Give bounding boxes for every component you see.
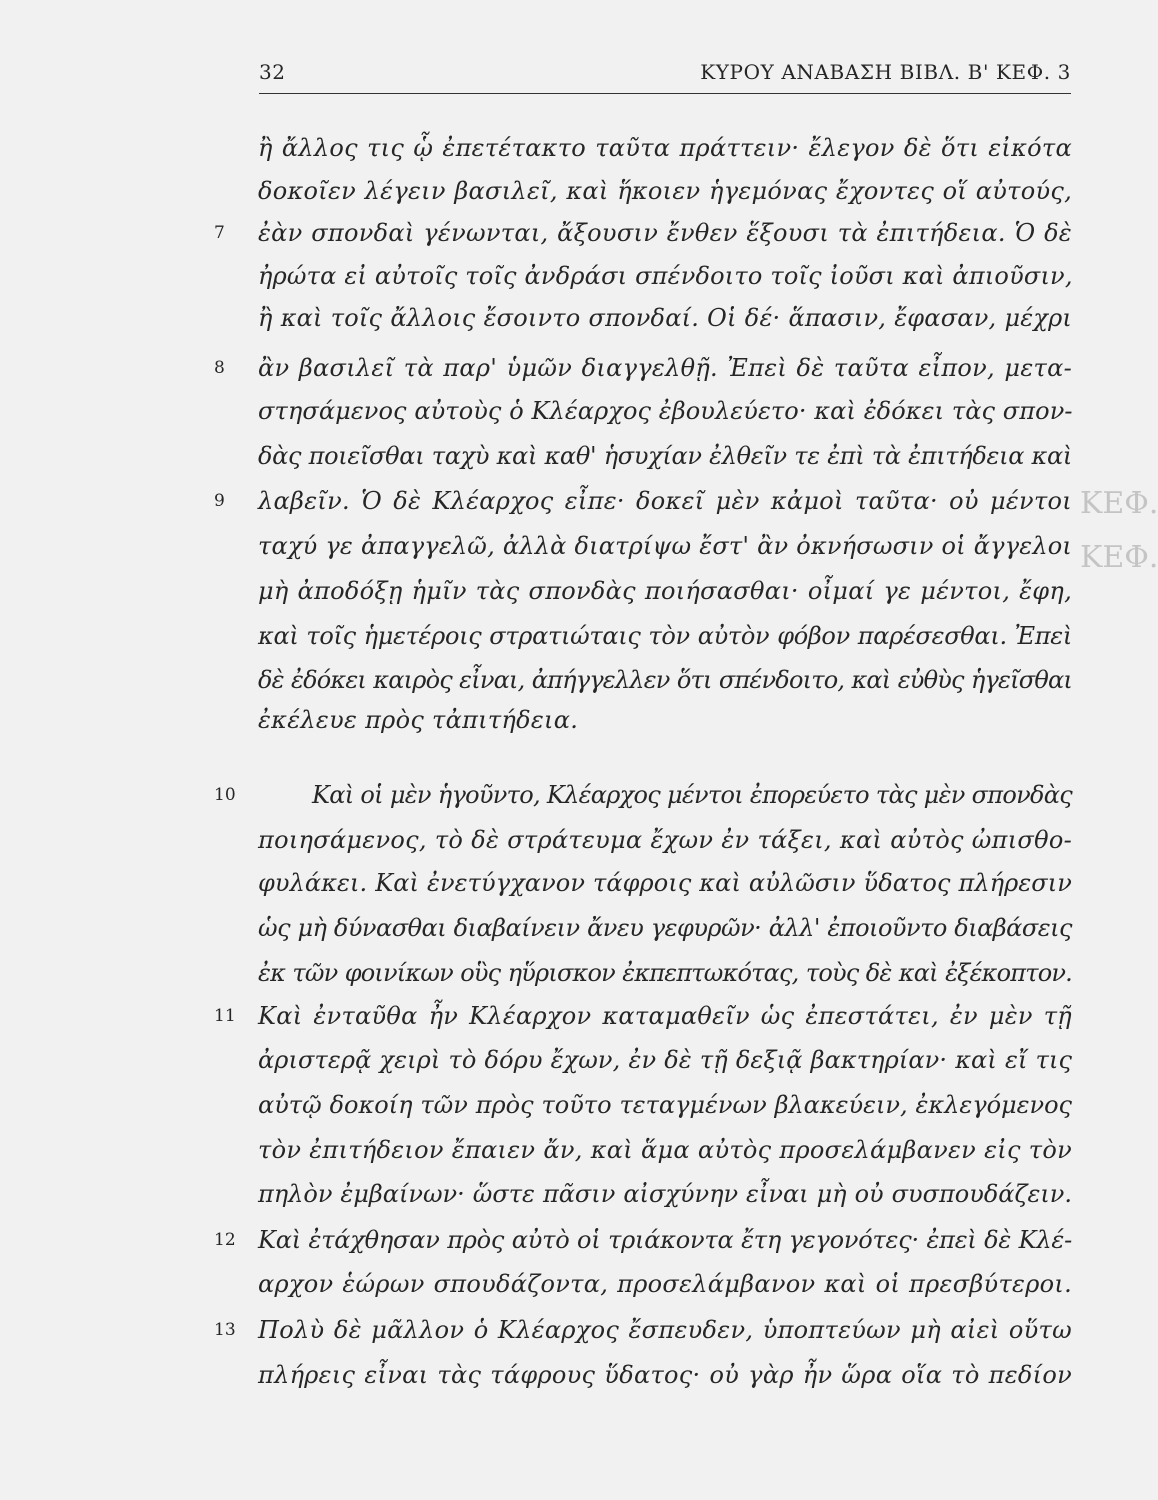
text-line: αρχον ἑώρων σπουδάζοντα, προσελάμβανον καὶ οἱ πρεσβύτεροι.	[258, 1270, 1072, 1298]
page-number: 32	[259, 60, 286, 84]
section-number: 12	[214, 1230, 236, 1250]
text-line: ἠρώτα εἰ αὐτοῖς τοῖς ἀνδράσι σπένδοιτο τοῖς ἰοῦσι καὶ ἀπιοῦσιν,	[258, 262, 1073, 290]
text-line: Καὶ ἐτάχθησαν πρὸς αὐτὸ οἱ τριάκοντα ἔτη γεγονότες· ἐπεὶ δὲ Κλέ-	[258, 1226, 1072, 1254]
text-line: φυλάκει. Καὶ ἐνετύγχανον τάφροις καὶ αὐλῶσιν ὕδατος πλήρεσιν	[258, 869, 1072, 897]
section-number: 9	[214, 491, 225, 511]
text-line: ἢ καὶ τοῖς ἄλλοις ἔσοιντο σπονδαί. Οἱ δέ· ἅπασιν, ἔφασαν, μέχρι	[258, 304, 1072, 332]
running-title: ΚΥΡΟΥ ΑΝΑΒΑΣΗ ΒΙΒΛ. Β' ΚΕΦ. 3	[700, 60, 1071, 84]
section-number: 11	[214, 1006, 236, 1026]
text-line: μὴ ἀποδόξῃ ἡμῖν τὰς σπονδὰς ποιήσασθαι· οἶμαί γε μέντοι, ἔφη,	[258, 577, 1072, 605]
bleed-through-ornament: ΚΕΦ.	[1080, 540, 1158, 575]
section-number: 10	[214, 785, 236, 805]
text-line: Καὶ οἱ μὲν ἡγοῦντο, Κλέαρχος μέντοι ἐπορεύετο τὰς μὲν σπονδὰς	[312, 781, 1072, 809]
text-line: ὡς μὴ δύνασθαι διαβαίνειν ἄνευ γεφυρῶν· ἀλλ' ἐποιοῦντο διαβάσεις	[258, 914, 1072, 942]
text-line: τὸν ἐπιτήδειον ἔπαιεν ἄν, καὶ ἅμα αὐτὸς προσελάμβανεν εἰς τὸν	[258, 1136, 1072, 1164]
text-line: αὐτῷ δοκοίη τῶν πρὸς τοῦτο τεταγμένων βλακεύειν, ἐκλεγόμενος	[258, 1091, 1072, 1119]
text-line: ἐκ τῶν φοινίκων οὓς ηὕρισκον ἐκπεπτωκότας, τοὺς δὲ καὶ ἐξέκοπτον.	[258, 959, 1072, 987]
text-line: καὶ τοῖς ἡμετέροις στρατιώταις τὸν αὐτὸν φόβον παρέσεσθαι. Ἐπεὶ	[258, 622, 1072, 650]
text-line: ἐὰν σπονδαὶ γένωνται, ἄξουσιν ἔνθεν ἕξουσι τὰ ἐπιτήδεια. Ὁ δὲ	[258, 219, 1072, 247]
text-line: ταχύ γε ἀπαγγελῶ, ἀλλὰ διατρίψω ἔστ' ἂν ὀκνήσωσιν οἱ ἄγγελοι	[258, 532, 1072, 560]
text-line: ποιησάμενος, τὸ δὲ στράτευμα ἔχων ἐν τάξει, καὶ αὐτὸς ὠπισθο-	[258, 826, 1072, 854]
text-line: πηλὸν ἐμβαίνων· ὥστε πᾶσιν αἰσχύνην εἶναι μὴ οὐ συσπουδάζειν.	[258, 1180, 1072, 1208]
header-rule	[259, 93, 1071, 94]
text-line: ἢ ἄλλος τις ᾧ ἐπετέτακτο ταῦτα πράττειν· ἔλεγον δὲ ὅτι εἰκότα	[258, 134, 1072, 162]
text-line: δὰς ποιεῖσθαι ταχὺ καὶ καθ' ἡσυχίαν ἐλθεῖν τε ἐπὶ τὰ ἐπιτήδεια καὶ	[258, 442, 1072, 470]
text-line: λαβεῖν. Ὁ δὲ Κλέαρχος εἶπε· δοκεῖ μὲν κἀμοὶ ταῦτα· οὐ μέντοι	[258, 487, 1072, 515]
text-line: Καὶ ἐνταῦθα ἦν Κλέαρχον καταμαθεῖν ὡς ἐπεστάτει, ἐν μὲν τῇ	[258, 1002, 1072, 1030]
section-number: 8	[214, 358, 225, 378]
text-line: ἀριστερᾷ χειρὶ τὸ δόρυ ἔχων, ἐν δὲ τῇ δεξιᾷ βακτηρίαν· καὶ εἴ τις	[258, 1046, 1072, 1074]
section-number: 13	[214, 1320, 236, 1340]
text-line: ἂν βασιλεῖ τὰ παρ' ὑμῶν διαγγελθῇ. Ἐπεὶ δὲ ταῦτα εἶπον, μετα-	[258, 354, 1072, 382]
text-line: Πολὺ δὲ μᾶλλον ὁ Κλέαρχος ἔσπευδεν, ὑποπτεύων μὴ αἰεὶ οὕτω	[258, 1316, 1072, 1344]
text-line: ἐκέλευε πρὸς τἀπιτήδεια.	[258, 706, 579, 734]
bleed-through-ornament: ΚΕΦ.	[1080, 486, 1158, 521]
text-line: πλήρεις εἶναι τὰς τάφρους ὕδατος· οὐ γὰρ ἦν ὥρα οἵα τὸ πεδίον	[258, 1361, 1072, 1389]
text-line: δοκοῖεν λέγειν βασιλεῖ, καὶ ἥκοιεν ἡγεμόνας ἔχοντες οἵ αὐτούς,	[258, 177, 1072, 205]
section-number: 7	[214, 223, 225, 243]
page-header	[259, 58, 1071, 92]
text-line: δὲ ἐδόκει καιρὸς εἶναι, ἀπήγγελλεν ὅτι σπένδοιτο, καὶ εὐθὺς ἡγεῖσθαι	[258, 666, 1072, 694]
text-line: στησάμενος αὐτοὺς ὁ Κλέαρχος ἐβουλεύετο· καὶ ἐδόκει τὰς σπον-	[258, 397, 1073, 425]
